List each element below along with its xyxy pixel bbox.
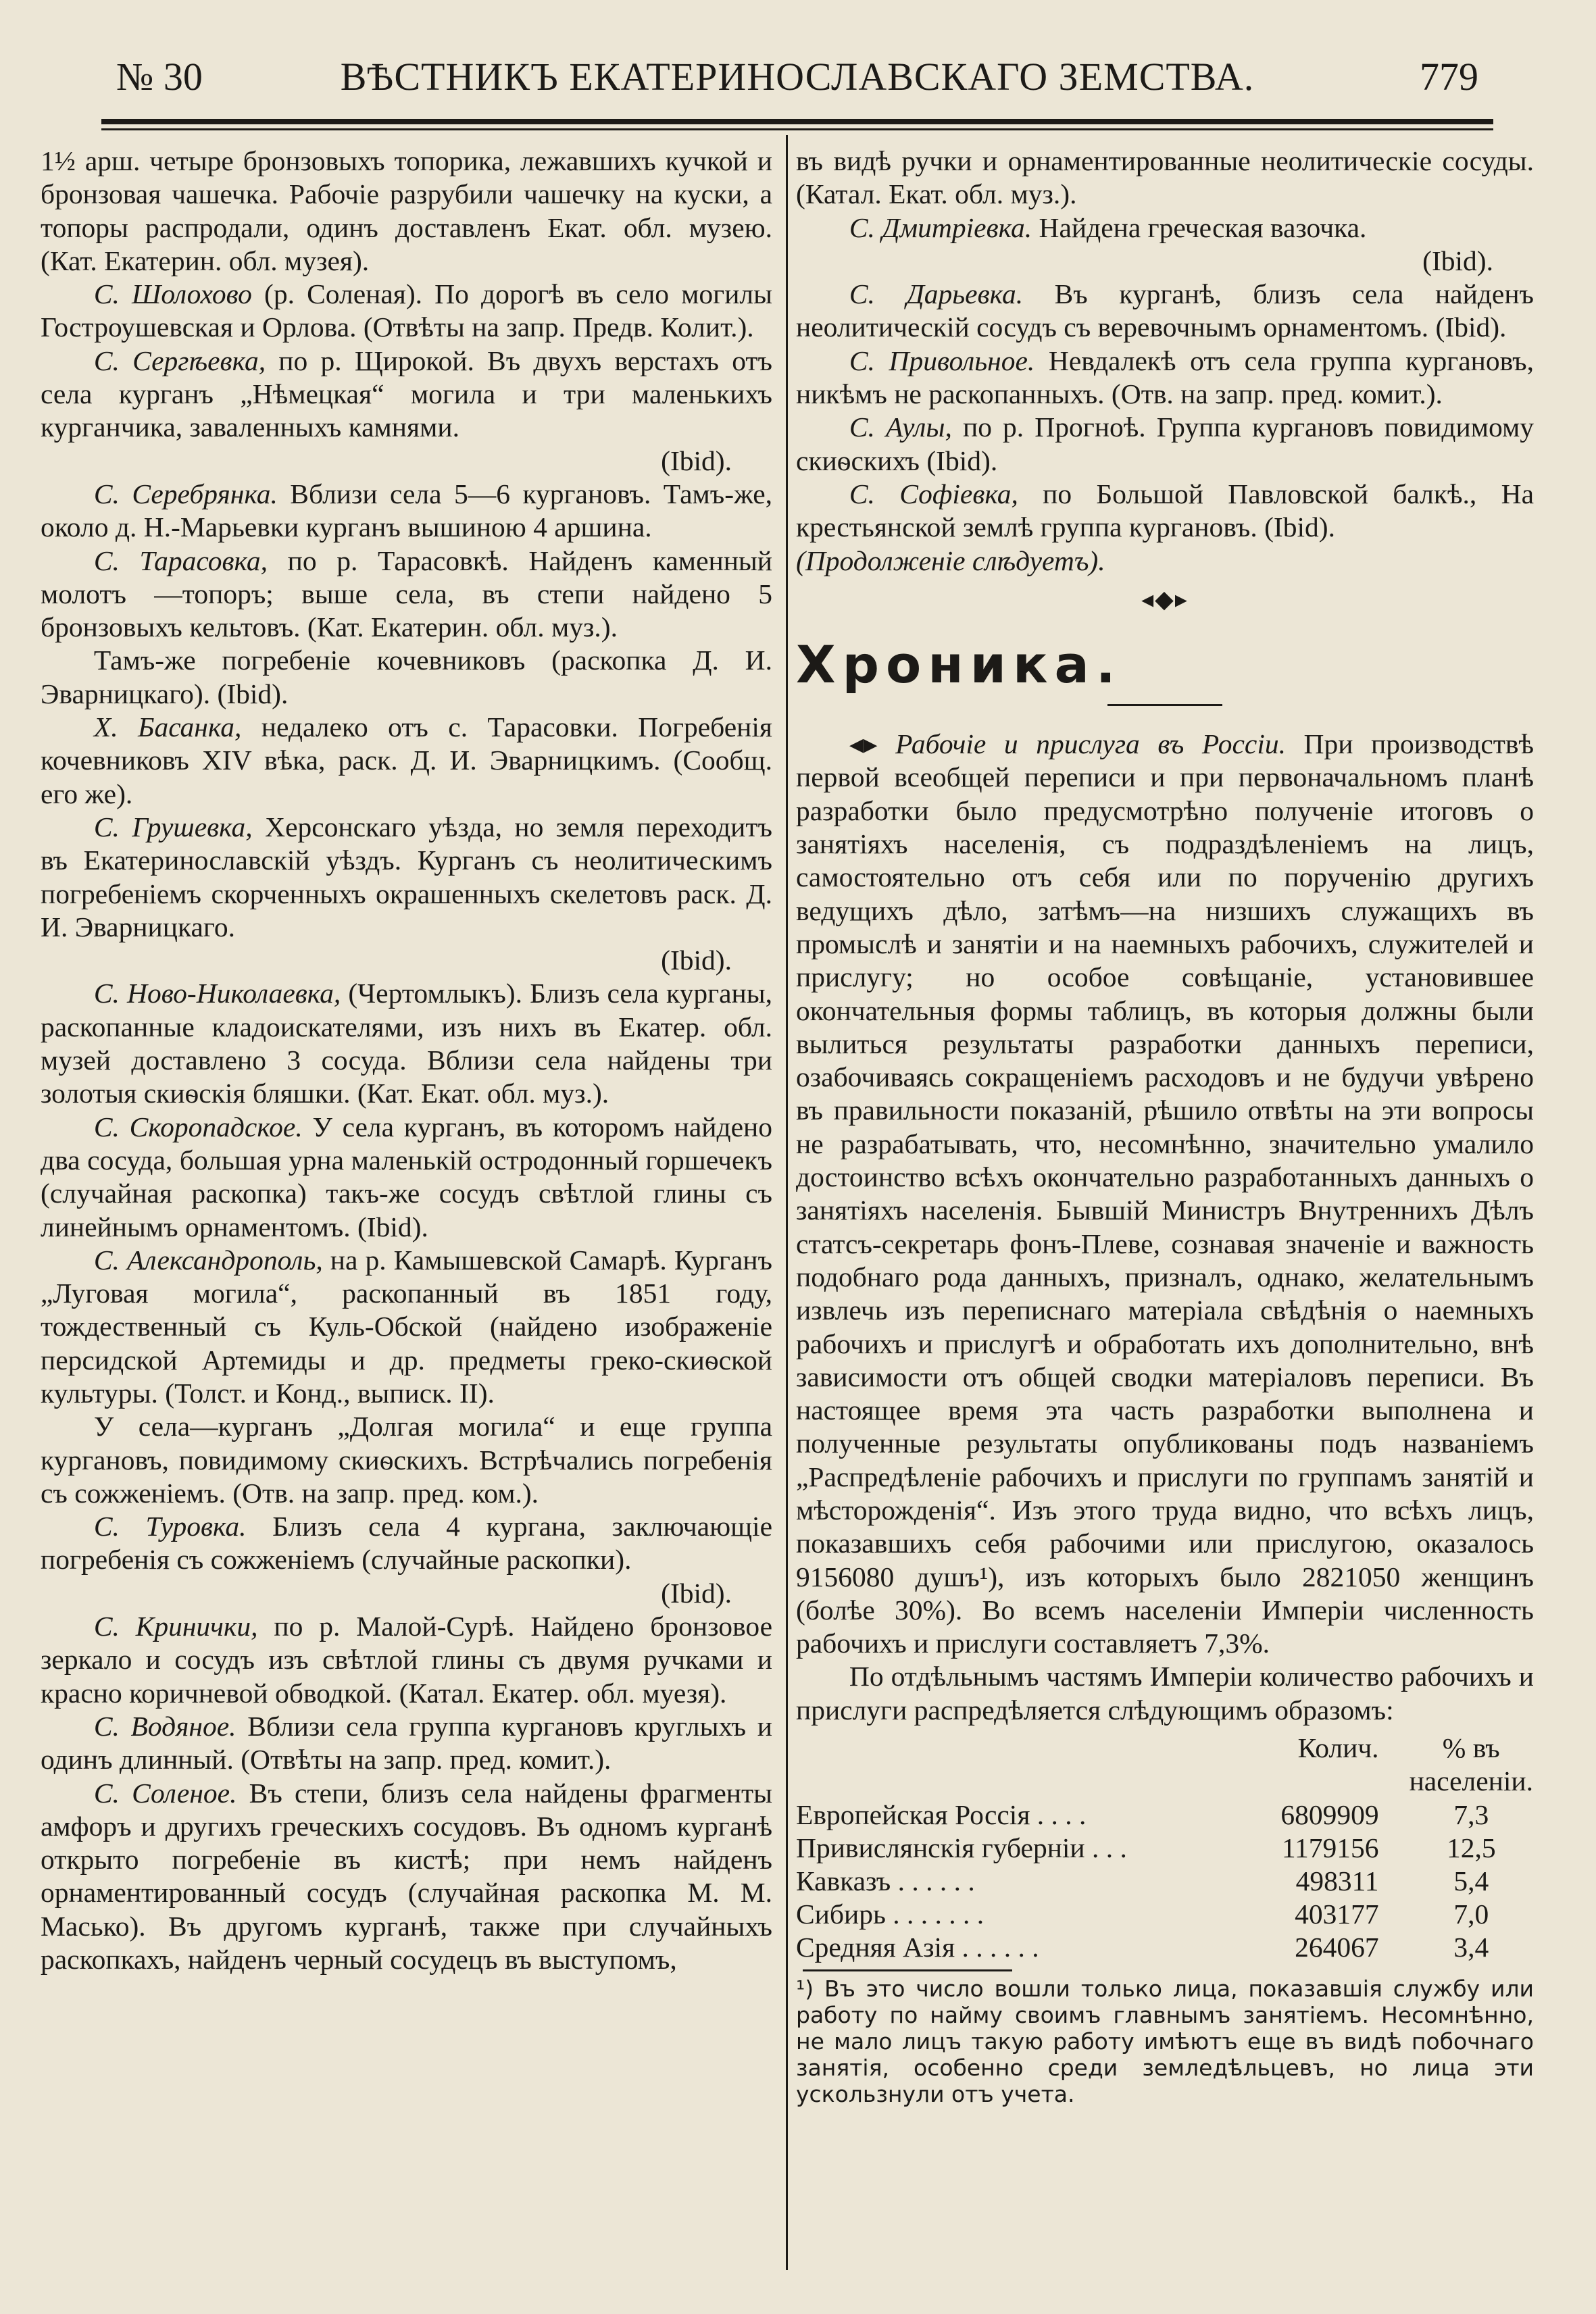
table-header-empty <box>796 1731 1238 1799</box>
right-column <box>796 145 1534 2107</box>
table-header-pct: % въ населеніи. <box>1409 1732 1533 1797</box>
table-row <box>796 1931 1534 1964</box>
header-rule-thick <box>101 119 1493 124</box>
entry-text: Херсонскаго уѣзда, но земля переходитъ въ Екатеринославскій уѣздъ. Курганъ съ неолитическимъ погребеніемъ скорченныхъ окрашенныхъ скелетовъ раск. Д. И. Эварницкаго. <box>41 811 772 942</box>
entry-text: по р. Малой-Сурѣ. Найдено бронзовое зеркало и сосудъ изъ свѣтлой глины съ двумя ручками и красно коричневой обводкой. (Катал. Екатер. обл. муезя). <box>41 1611 772 1709</box>
entry-sholokhovo <box>41 278 772 345</box>
entry-text: Близъ села 4 кургана, заключающіе погребенія съ сожженіемъ (случайные раскопки). <box>41 1511 772 1576</box>
entry-text: Невдалекѣ отъ села группа кургановъ, никѣмъ не раскопанныхъ. (Отв. на запр. пред. комит.). <box>796 345 1534 410</box>
entry-vodyanoe <box>41 1710 772 1777</box>
entry-sergeevka <box>41 345 772 478</box>
entry-text: на р. Камышевской Самарѣ. Курганъ „Луговая могила“, раскопанный въ 1851 году, тождественный съ Куль-Обской (найдено изображеніе персидской Артемиды и др. предметы греко-скиѳской культуры. (Толст. и Конд., выписк. II). <box>41 1244 772 1409</box>
section-title: Хроника. <box>796 634 1122 695</box>
table-row <box>796 1865 1534 1898</box>
entry-text: по р. Тарасовкѣ. Найденъ каменный молотъ —топоръ; выше села, въ степи найдено 5 бронзовыхъ кельтовъ. (Кат. Екатерин. обл. муз.). <box>41 545 772 643</box>
paragraph: У села—курганъ „Долгая могила“ и еще группа кургановъ, повидимому скиѳскихъ. Встрѣчались погребенія съ сожженіемъ. (Отв. на запр. пред. ком.). <box>41 1411 772 1509</box>
place-name: С. Скоропадское. <box>93 1111 303 1142</box>
ibid-ref: (Ibid). <box>661 1577 732 1609</box>
section-title-rule <box>1107 704 1222 706</box>
region-pct: 7,0 <box>1453 1898 1489 1930</box>
table-row <box>796 1799 1534 1832</box>
header-rule-thin <box>101 128 1493 130</box>
place-name: С. Шолохово <box>93 278 252 310</box>
entry-skoropadskoe <box>41 1111 772 1244</box>
ibid-ref: (Ibid). <box>661 945 732 976</box>
region-pct: 3,4 <box>1453 1932 1489 1963</box>
entry-dmitrievka <box>796 211 1534 278</box>
place-name: С. Ново-Николаевка, <box>93 978 341 1009</box>
page-number: 779 <box>1420 55 1478 99</box>
entry-aleksandropol <box>41 1244 772 1410</box>
entry-sofievka <box>796 478 1534 545</box>
region-qty: 498311 <box>1295 1865 1379 1897</box>
entry-text: (Чертомлыкъ). Близъ села курганы, раскопанные кладоискателями, изъ нихъ въ Екатер. обл. музей доставлено 3 сосуда. Вблизи села найдены три золотыя скиѳскія бляшки. (Кат. Екат. обл. муз.). <box>41 978 773 1109</box>
place-name: С. Грушевка, <box>93 811 253 842</box>
workers-table <box>796 1731 1534 1964</box>
entry-text: Найдена греческая вазочка. <box>1032 211 1367 243</box>
entry-text: Вблизи села 5—6 кургановъ. Тамъ-же, около д. Н.-Марьевки курганъ вышиною 4 аршина. <box>41 478 772 543</box>
place-name: С. Аулы, <box>849 411 952 443</box>
place-name: С. Софіевка, <box>849 478 1018 509</box>
paragraph: 1½ арш. четыре бронзовыхъ топорика, лежавшихъ кучкой и бронзовая чашечка. Рабочіе разрубили чашечку на куски, а топоры распродали, одинъ доставленъ Екат. обл. музею. (Кат. Екатерин. обл. музея). <box>41 145 772 276</box>
entry-auly <box>796 411 1534 478</box>
chronicle-paragraph <box>796 728 1534 1660</box>
footnote: ¹) Въ это число вошли только лица, показавшія службу или работу по найму своимъ главнымъ занятіемъ. Несомнѣнно, не мало лицъ такую работу имѣютъ еще въ видѣ побочнаго занятія, особенно среди земледѣльцевъ, но лица эти ускользнули отъ учета. <box>796 1976 1534 2108</box>
place-name: С. Дарьевка. <box>849 278 1024 310</box>
ibid-ref: (Ibid). <box>661 445 732 476</box>
region-name: Сибирь . . . . . . . <box>796 1898 984 1930</box>
entry-text: по р. Щирокой. Въ двухъ верстахъ отъ села курганъ „Нѣмецкая“ могила и три маленькихъ курганчика, заваленныхъ камнями. <box>41 345 772 443</box>
paragraph-text: При производствѣ первой всеобщей переписи и при первоначальномъ планѣ разработки было предусмотрѣно полученіе итоговъ о занятіяхъ населенія, съ подраздѣленіемъ на лицъ, самостоятельно отъ себя или по порученію другихъ ведущихъ дѣло, затѣмъ—на низшихъ служащихъ въ промыслѣ и занятіи и на наемныхъ рабочихъ, служителей и прислугу; но особое совѣщаніе, установившее окончательныя формы таблицъ, въ которыя должны были вылиться результаты разработки данныхъ переписи, озабочиваясь сокращеніемъ расходовъ и не будучи увѣрено въ правильности показаній, рѣшило отвѣты на эти вопросы не разрабатывать, что, несомнѣнно, значительно умалило достоинство всѣхъ окончательно разработанныхъ данныхъ о занятіяхъ населенія. Бывшій Министръ Внутреннихъ Дѣлъ статсъ-секретарь фонъ-Плеве, сознавая значеніе и важность подобнаго рода данныхъ, призналъ, однако, желательнымъ извлечь изъ переписнаго матеріала свѣдѣнія о наемныхъ рабочихъ и прислугѣ и обработать ихъ дополнительно, внѣ зависимости отъ общей сводки матеріаловъ переписи. Въ настоящее время эта часть разработки выполнена и полученные результаты опубликованы подъ названіемъ „Распредѣленіе рабочихъ и прислуги по группамъ занятій и мѣсторожденія“. Изъ этого труда видно, что всѣхъ лицъ, показавшихъ себя рабочими или прислугою, оказалось 9156080 душъ¹), изъ которыхъ было 2821050 женщинъ (болѣе 30%). Во всемъ населеніи Имперіи численность рабочихъ и прислуги составляетъ 7,3%. <box>796 728 1535 1659</box>
left-column <box>41 145 772 1976</box>
paragraph: въ видѣ ручки и орнаментированные неолитическіе сосуды. (Катал. Екат. обл. муз.). <box>796 145 1534 210</box>
region-qty: 403177 <box>1295 1898 1379 1930</box>
region-name: Средняя Азія . . . . . . <box>796 1932 1039 1963</box>
table-header-qty: Колич. <box>1297 1732 1379 1764</box>
entry-text: (р. Соленая). По дорогѣ въ село могилы Гостроушевская и Орлова. (Отвѣты на запр. Предв. Колит.). <box>41 278 772 343</box>
entry-text: по Большой Павловской балкѣ., На крестьянской землѣ группа кургановъ. (Ibid). <box>796 478 1534 543</box>
region-qty: 6809909 <box>1280 1799 1379 1831</box>
place-name: С. Дмитріевка. <box>849 211 1032 243</box>
region-qty: 1179156 <box>1281 1832 1379 1864</box>
place-name: С. Кринички, <box>93 1611 258 1642</box>
place-name: С. Привольное. <box>849 345 1035 376</box>
place-name: С. Тарасовка, <box>93 545 268 576</box>
table-row <box>796 1832 1534 1865</box>
entry-text: Въ степи, близъ села найдены фрагменты амфоръ и другихъ греческихъ сосудовъ. Въ одномъ курганѣ открыто погребеніе въ кистѣ; при немъ найденъ орнаментированный сосудъ (случайная раскопка М. М. Масько). Въ другомъ курганѣ, также при случайныхъ раскопкахъ, найденъ черный сосудецъ въ выступомъ, <box>41 1777 772 1976</box>
entry-novo-nikolaevka <box>41 977 772 1110</box>
entry-text: недалеко отъ с. Тарасовки. Погребенія кочевниковъ XIV вѣка, раск. Д. И. Эварницкимъ. (Сообщ. его же). <box>41 711 772 809</box>
paragraph: По отдѣльнымъ частямъ Имперіи количество рабочихъ и прислуги распредѣляется слѣдующимъ образомъ: <box>796 1661 1534 1726</box>
issue-number: № 30 <box>116 55 203 99</box>
region-qty: 264067 <box>1295 1932 1379 1963</box>
place-name: С. Водяное. <box>93 1710 236 1742</box>
entry-text: по р. Прогноѣ. Группа кургановъ повидимому скиѳскихъ (Ibid). <box>796 411 1534 476</box>
entry-turovka <box>41 1510 772 1610</box>
entry-text: Въ курганѣ, близъ села найденъ неолитическій сосудъ съ веревочнымъ орнаментомъ. (Ibid). <box>796 278 1534 343</box>
column-divider <box>786 135 788 2270</box>
entry-krinichki <box>41 1610 772 1710</box>
entry-text: У села курганъ, въ которомъ найдено два сосуда, большая урна маленькій остродонный горшечекъ (случайная раскопка) такъ-же сосудъ свѣтлой глины съ линейнымъ орнаментомъ. (Ibid). <box>41 1111 772 1242</box>
footnote-rule <box>803 1969 1012 1971</box>
entry-tarasovka <box>41 545 772 645</box>
ornament-marker-icon: ◂▸ <box>849 728 878 760</box>
table-row <box>796 1898 1534 1931</box>
entry-grushevka <box>41 811 772 977</box>
place-name: Х. Басанка, <box>93 711 242 743</box>
entry-darevka <box>796 278 1534 345</box>
place-name: С. Сергѣевка, <box>93 345 266 376</box>
paragraph: Тамъ-же погребеніе кочевниковъ (раскопка Д. И. Эварницкаго). (Ibid). <box>41 645 772 709</box>
continued-note: (Продолженіе слѣдуетъ). <box>796 545 1105 576</box>
ornament-divider-icon: ◂◆▸ <box>1141 585 1189 613</box>
region-pct: 5,4 <box>1453 1865 1489 1897</box>
place-name: С. Туровка. <box>93 1511 247 1542</box>
journal-title: ВѢСТНИКЪ ЕКАТЕРИНОСЛАВСКАГО ЗЕМСТВА. <box>340 55 1255 99</box>
table-header-row <box>796 1731 1534 1799</box>
region-pct: 7,3 <box>1453 1799 1489 1831</box>
entry-serebryanka <box>41 478 772 545</box>
place-name: С. Серебрянка. <box>93 478 278 509</box>
entry-text: Вблизи села группа кургановъ круглыхъ и одинъ длинный. (Отвѣты на запр. пред. комит.). <box>41 1710 772 1776</box>
region-name: Европейская Россія . . . . <box>796 1799 1087 1831</box>
place-name: С. Александрополь, <box>93 1244 323 1276</box>
entry-basanka <box>41 711 772 811</box>
entry-privolnoe <box>796 345 1534 411</box>
place-name: С. Соленое. <box>93 1777 237 1809</box>
entry-solenoe <box>41 1777 772 1977</box>
region-pct: 12,5 <box>1446 1832 1496 1864</box>
page-header <box>101 41 1493 108</box>
region-name: Кавказъ . . . . . . <box>796 1865 975 1897</box>
subheading: Рабочіе и прислуга въ Россіи. <box>895 728 1286 760</box>
region-name: Привислянскія губерніи . . . <box>796 1832 1127 1864</box>
ibid-ref: (Ibid). <box>1422 245 1493 276</box>
